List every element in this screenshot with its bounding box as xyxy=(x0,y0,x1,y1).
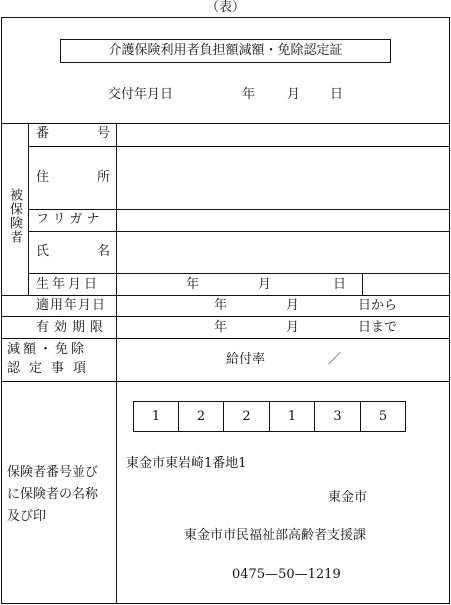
insurer-digit-3: 2 xyxy=(242,409,251,424)
divider-birthdate xyxy=(1,295,450,296)
divider-header xyxy=(1,123,450,124)
issue-date-day: 日 xyxy=(330,87,344,102)
certificate-title-text: 介護保険利用者負担額減額・免除認定証 xyxy=(108,43,343,58)
name-label-a: 氏 xyxy=(36,244,50,259)
address-label-a: 住 xyxy=(36,170,50,185)
applicable-month: 月 xyxy=(286,298,300,313)
insurer-digit-2: 2 xyxy=(196,409,206,424)
number-label-b: 号 xyxy=(96,126,110,141)
validity-label: 有効期限 xyxy=(36,320,109,335)
insurer-label-line2: に保険者の名称 xyxy=(7,487,99,502)
insurer-digit-4: 1 xyxy=(287,409,297,424)
validity-year: 年 xyxy=(214,320,228,335)
insured-section-label: 被保険者 xyxy=(7,188,22,244)
divider-address xyxy=(28,209,450,210)
divider-number xyxy=(28,146,450,147)
insurer-label-line1: 保険者番号並び xyxy=(7,465,99,480)
furigana-label: フリガナ xyxy=(36,212,104,227)
applicable-date-label: 適用年月日 xyxy=(36,298,107,313)
divider-insured-section xyxy=(28,123,29,295)
birthdate-label: 生年月日 xyxy=(36,277,101,292)
divider-label-column xyxy=(116,123,117,604)
number-label xyxy=(36,126,110,142)
name-label-b: 名 xyxy=(96,244,110,259)
insurer-digit-6: 5 xyxy=(378,409,388,424)
issue-date-year: 年 xyxy=(242,87,256,102)
validity-month: 月 xyxy=(286,320,300,335)
validity-day-suffix: 日まで xyxy=(358,320,398,335)
insurer-label-line3: 及び印 xyxy=(7,509,47,524)
divider-birthdate-tail xyxy=(362,273,363,295)
insurer-phone: 0475—50—1219 xyxy=(232,567,341,582)
issue-date-label: 交付年月日 xyxy=(108,87,174,102)
insurer-address: 東金市東岩崎1番地1 xyxy=(126,456,247,471)
form-caption: （表） xyxy=(205,0,245,15)
certificate-title xyxy=(60,39,391,63)
insurer-digit-5: 3 xyxy=(333,409,342,424)
benefit-rate-slash: ／ xyxy=(328,352,342,367)
divider-name xyxy=(28,273,450,274)
insurer-department: 東金市市民福祉部高齢者支援課 xyxy=(184,528,367,543)
name-label xyxy=(36,244,110,260)
number-label-a: 番 xyxy=(36,126,50,141)
birthdate-year: 年 xyxy=(186,277,200,292)
address-label-b: 所 xyxy=(96,170,110,185)
insurer-digit-1: 1 xyxy=(151,409,161,424)
birthdate-day: 日 xyxy=(333,277,347,292)
address-label xyxy=(36,170,110,186)
divider-applicable xyxy=(1,316,450,317)
birthdate-month: 月 xyxy=(258,277,272,292)
benefit-rate-label: 給付率 xyxy=(226,352,266,367)
divider-validity xyxy=(1,338,450,339)
applicable-year: 年 xyxy=(214,298,228,313)
issue-date-month: 月 xyxy=(287,87,301,102)
insurer-name: 東金市 xyxy=(328,490,368,505)
divider-furigana xyxy=(28,231,450,232)
reduction-label-line2: 認定事項 xyxy=(7,361,96,376)
applicable-day-suffix: 日から xyxy=(358,298,398,313)
divider-reduction xyxy=(1,381,450,382)
reduction-label-line1: 減額・免除 xyxy=(7,342,88,357)
